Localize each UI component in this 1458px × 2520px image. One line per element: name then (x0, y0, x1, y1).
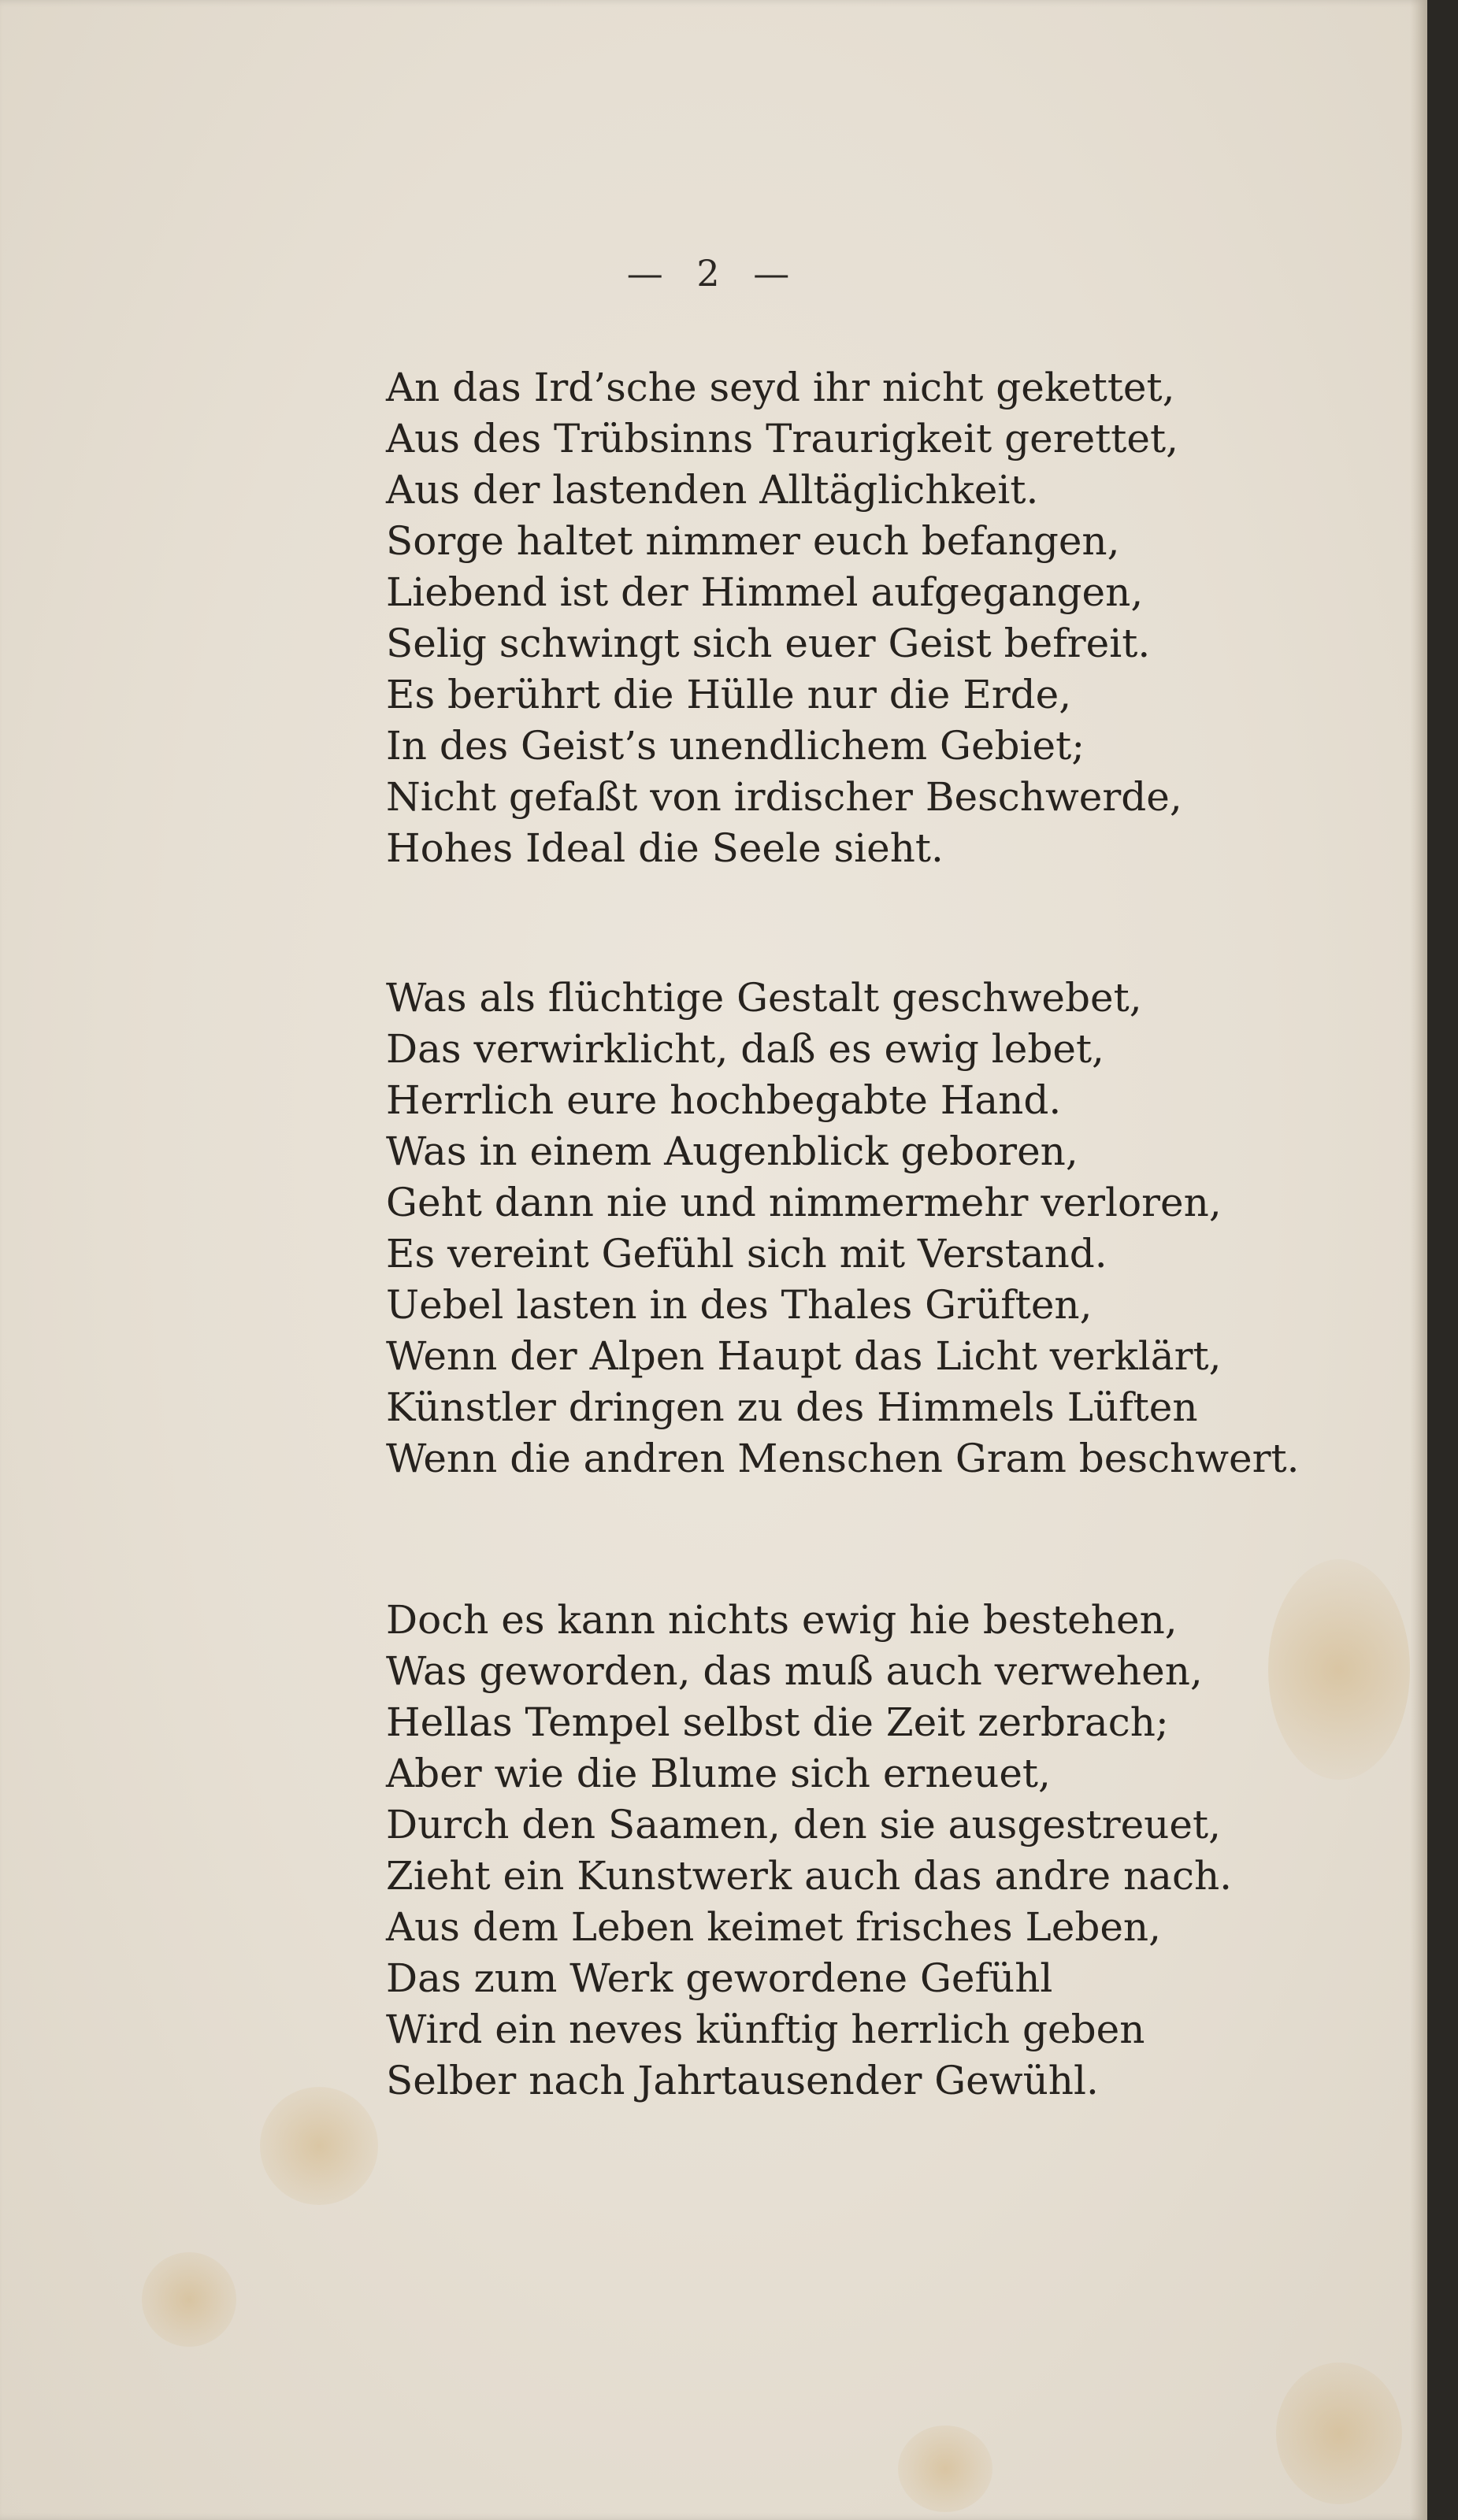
verse-line: Hohes Ideal die Seele sieht. (386, 825, 944, 871)
verse-line: Zieht ein Kunstwerk auch das andre nach. (386, 1853, 1233, 1899)
verse-line: Wenn die andren Menschen Gram beschwert. (386, 1436, 1300, 1481)
verse-line: Was in einem Augenblick geboren, (386, 1128, 1078, 1174)
stanza-divider (386, 874, 1331, 973)
page-number: — 2 — (626, 252, 801, 295)
verse-line: An das Ird’sche seyd ihr nicht gekettet, (386, 365, 1175, 410)
verse-line: Selber nach Jahrtausender Gewühl. (386, 2058, 1099, 2103)
verse-line: Uebel lasten in des Thales Grüften, (386, 1282, 1093, 1328)
verse-line: Nicht gefaßt von irdischer Beschwerde, (386, 774, 1182, 820)
verse-line: Hellas Tempel selbst die Zeit zerbrach; (386, 1699, 1169, 1745)
verse-line: Das verwirklicht, daß es ewig lebet, (386, 1026, 1104, 1072)
verse-line: Es vereint Gefühl sich mit Verstand. (386, 1231, 1107, 1277)
foxing-stain (260, 2087, 378, 2205)
stanza-3 (386, 1595, 1331, 2107)
foxing-stain (1276, 2362, 1402, 2504)
foxing-stain (142, 2252, 236, 2347)
poem (386, 362, 1331, 2107)
verse-line: Aber wie die Blume sich erneuet, (386, 1751, 1051, 1796)
stanza-2 (386, 973, 1331, 1484)
verse-line: Doch es kann nichts ewig hie bestehen, (386, 1597, 1178, 1643)
verse-line: Aus dem Leben keimet frisches Leben, (386, 1904, 1162, 1950)
verse-line: Was als flüchtige Gestalt geschwebet, (386, 975, 1142, 1021)
stanza-divider (386, 1484, 1331, 1595)
verse-line: Wenn der Alpen Haupt das Licht verklärt, (386, 1333, 1222, 1379)
verse-line: Aus des Trübsinns Traurigkeit gerettet, (386, 416, 1178, 461)
verse-line: Liebend ist der Himmel aufgegangen, (386, 569, 1144, 615)
verse-line: Was geworden, das muß auch verwehen, (386, 1648, 1203, 1694)
page-edge-shadow (1410, 0, 1427, 2520)
verse-line: Wird ein neves künftig herrlich geben (386, 2007, 1145, 2052)
verse-line: Sorge haltet nimmer euch befangen, (386, 518, 1120, 564)
verse-line: Aus der lastenden Alltäglichkeit. (386, 467, 1039, 513)
verse-line: Durch den Saamen, den sie ausgestreuet, (386, 1802, 1221, 1847)
verse-line: Es berührt die Hülle nur die Erde, (386, 672, 1072, 717)
verse-line: Selig schwingt sich euer Geist befreit. (386, 621, 1151, 666)
stanza-1 (386, 362, 1331, 874)
verse-line: In des Geist’s unendlichem Gebiet; (386, 723, 1085, 769)
verse-line: Geht dann nie und nimmermehr verloren, (386, 1180, 1222, 1225)
verse-line: Das zum Werk gewordene Gefühl (386, 1955, 1053, 2001)
verse-line: Künstler dringen zu des Himmels Lüften (386, 1384, 1198, 1430)
verse-line: Herrlich eure hochbegabte Hand. (386, 1077, 1062, 1123)
foxing-stain (898, 2426, 992, 2512)
